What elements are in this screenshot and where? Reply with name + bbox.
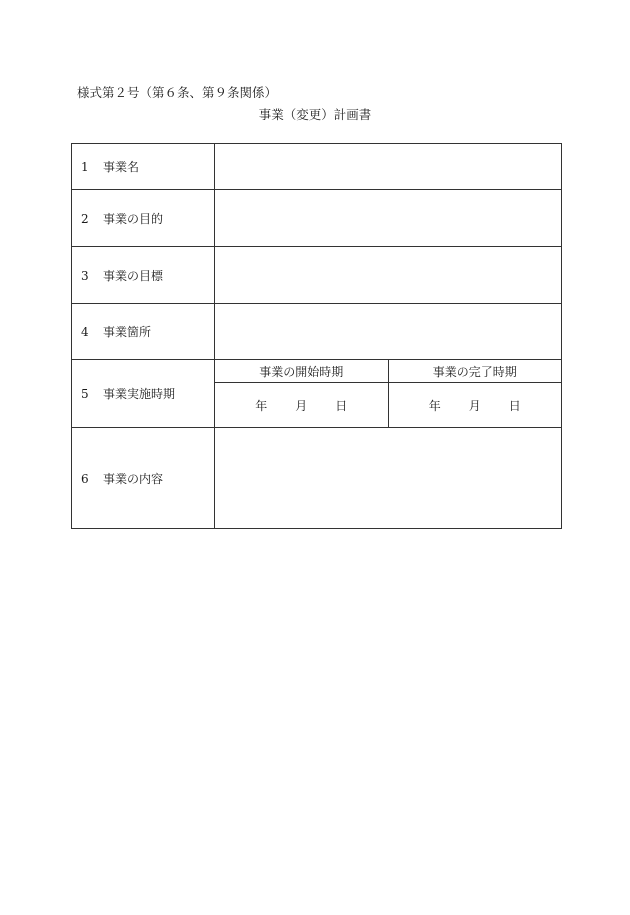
end-period-header: 事業の完了時期 (388, 360, 562, 383)
day-label: 日 (508, 398, 521, 413)
start-period-header: 事業の開始時期 (215, 360, 389, 383)
table-row (72, 428, 562, 529)
row-number: 2 (81, 211, 89, 226)
row-label-project-name (72, 144, 215, 190)
row-label-project-purpose (72, 190, 215, 247)
row-number: 1 (81, 160, 89, 174)
day-label: 日 (335, 398, 348, 413)
start-date-field[interactable] (215, 383, 389, 428)
project-name-field[interactable] (215, 144, 562, 190)
table-row (72, 247, 562, 304)
table-row (72, 360, 562, 383)
form-number: 様式第２号（第６条、第９条関係） (77, 85, 278, 100)
row-label-text: 事業の目的 (103, 211, 164, 226)
plan-form-table (71, 143, 562, 529)
row-label-project-location (72, 304, 215, 360)
row-label-text: 事業の目標 (103, 268, 164, 283)
month-label: 月 (295, 398, 308, 413)
table-row (72, 144, 562, 190)
month-label: 月 (468, 398, 481, 413)
row-label-project-period (72, 360, 215, 428)
project-location-field[interactable] (215, 304, 562, 360)
row-label-text: 事業実施時期 (103, 387, 176, 401)
year-label: 年 (428, 398, 441, 413)
row-label-text: 事業箇所 (103, 325, 152, 339)
row-number: 6 (81, 471, 89, 486)
table-row (72, 304, 562, 360)
project-purpose-field[interactable] (215, 190, 562, 247)
row-number: 3 (81, 268, 89, 283)
row-label-text: 事業の内容 (103, 471, 164, 486)
project-goal-field[interactable] (215, 247, 562, 304)
row-label-project-goal (72, 247, 215, 304)
table-row (72, 190, 562, 247)
project-content-field[interactable] (215, 428, 562, 529)
row-label-text: 事業名 (103, 160, 140, 174)
end-date-field[interactable] (388, 383, 562, 428)
row-number: 4 (81, 325, 89, 339)
document-title: 事業（変更）計画書 (258, 107, 372, 122)
row-label-project-content (72, 428, 215, 529)
year-label: 年 (255, 398, 268, 413)
row-number: 5 (81, 387, 89, 401)
